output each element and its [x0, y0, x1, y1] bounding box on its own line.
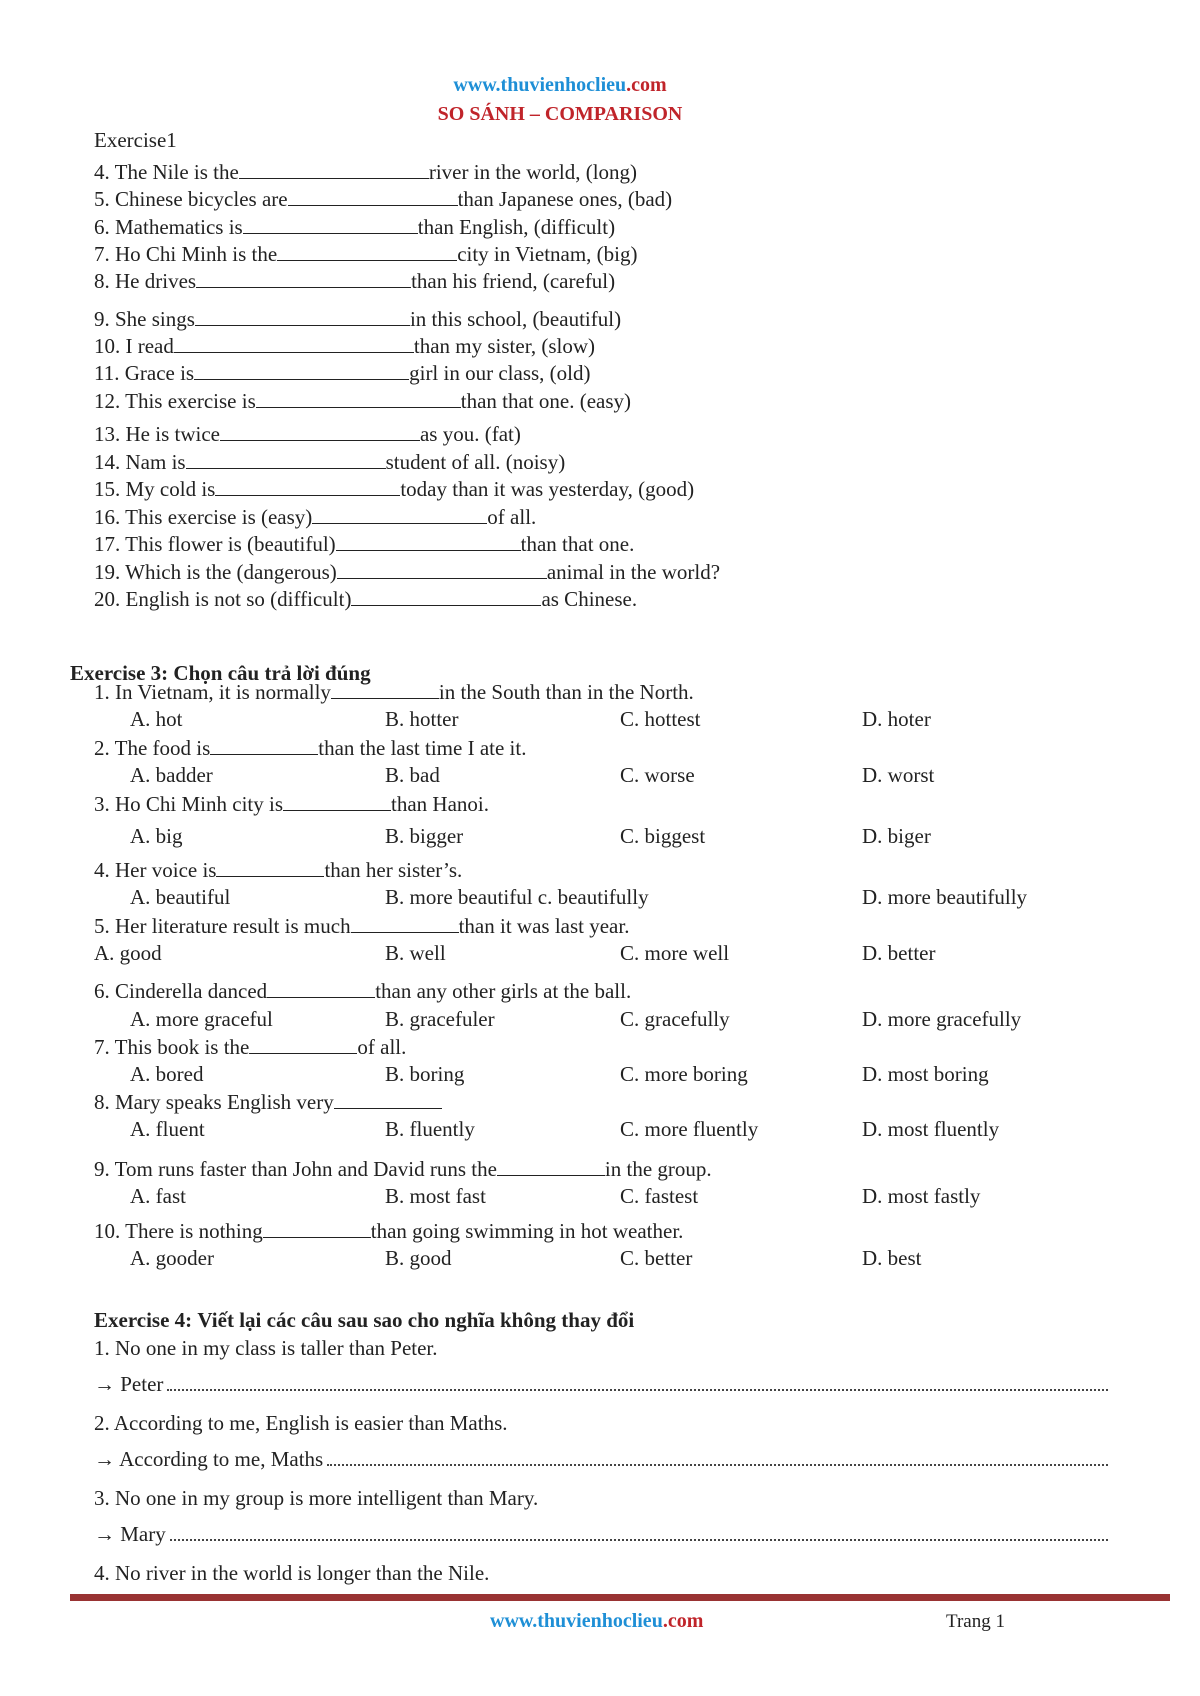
item-text-after: as Chinese.: [541, 587, 638, 611]
exercise1-item: [94, 159, 637, 185]
item-text-before: 13. He is twice: [94, 422, 220, 446]
item-text-before: 10. I read: [94, 334, 174, 358]
exercise3-heading-label: Exercise 3:: [70, 661, 169, 685]
exercise1-item: [94, 360, 591, 386]
item-text-after: as you. (fat): [419, 422, 521, 446]
answer-option[interactable]: A. more graceful: [130, 1007, 273, 1031]
question-stem: [94, 735, 526, 761]
answer-option[interactable]: D. best: [862, 1246, 922, 1270]
answer-option[interactable]: B. well: [385, 941, 446, 965]
header-url[interactable]: [0, 74, 1120, 97]
answer-option[interactable]: C. fastest: [620, 1184, 699, 1208]
item-text-after: than that one.: [520, 532, 635, 556]
exercise4-sentence: 1. No one in my class is taller than Peter.: [94, 1336, 438, 1360]
answer-option[interactable]: C. hottest: [620, 707, 701, 731]
question-stem: [94, 1156, 712, 1182]
answer-option[interactable]: C. worse: [620, 763, 695, 787]
item-text-after: than my sister, (slow): [413, 334, 596, 358]
rewrite-prefix: → According to me, Maths: [94, 1447, 324, 1471]
answer-blank[interactable]: [267, 981, 375, 998]
question-stem: [94, 1218, 683, 1244]
answer-blank[interactable]: [263, 1221, 371, 1238]
header-url-prefix: www.: [453, 74, 501, 96]
exercise4-heading: [94, 1307, 634, 1333]
question-text-before: 9. Tom runs faster than John and David runs the: [94, 1157, 497, 1181]
answer-option[interactable]: C. more boring: [620, 1062, 748, 1086]
answer-blank[interactable]: [331, 682, 439, 699]
rewrite-prefix: → Peter: [94, 1372, 164, 1396]
answer-option[interactable]: D. most fluently: [862, 1117, 1000, 1141]
exercise1-item: [94, 306, 621, 332]
answer-dotted-line[interactable]: [327, 1448, 1108, 1466]
exercise1-item: [94, 388, 631, 414]
exercise4-heading-label: Exercise 4:: [94, 1308, 193, 1332]
exercise1-item: [94, 476, 694, 502]
answer-option[interactable]: C. better: [620, 1246, 693, 1270]
answer-blank[interactable]: [243, 217, 418, 234]
exercise1-item: [94, 586, 637, 612]
answer-blank[interactable]: [312, 507, 487, 524]
question-text-after: in the group.: [604, 1157, 712, 1181]
answer-option[interactable]: B. most fast: [385, 1184, 486, 1208]
question-text-before: 6. Cinderella danced: [94, 979, 268, 1003]
item-text-before: 8. He drives: [94, 269, 197, 293]
answer-option[interactable]: B. boring: [385, 1062, 465, 1086]
answer-dotted-line[interactable]: [167, 1373, 1108, 1391]
answer-blank[interactable]: [256, 391, 461, 408]
item-text-after: animal in the world?: [546, 560, 721, 584]
question-text-after: than it was last year.: [458, 914, 630, 938]
exercise1-item: [94, 241, 638, 267]
exercise1-item: [94, 531, 634, 557]
item-text-before: 11. Grace is: [94, 361, 195, 385]
answer-blank[interactable]: [351, 916, 459, 933]
answer-option[interactable]: D. biger: [862, 824, 931, 848]
question-text-after: of all.: [357, 1035, 407, 1059]
answer-blank[interactable]: [174, 336, 414, 353]
answer-option[interactable]: A. beautiful: [130, 885, 231, 909]
item-text-after: student of all. (noisy): [385, 450, 566, 474]
question-stem: [94, 1089, 442, 1115]
question-text-before: 5. Her literature result is much: [94, 914, 351, 938]
question-text-after: than any other girls at the ball.: [375, 979, 632, 1003]
footer-url-prefix: www.: [490, 1610, 538, 1632]
answer-option[interactable]: A. hot: [130, 707, 183, 731]
answer-blank[interactable]: [239, 162, 429, 179]
answer-option[interactable]: A. gooder: [130, 1246, 214, 1270]
answer-blank[interactable]: [288, 189, 458, 206]
item-text-after: than Japanese ones, (bad): [457, 187, 673, 211]
exercise4-rewrite: [94, 1521, 1108, 1547]
question-stem: [94, 857, 462, 883]
item-text-after: girl in our class, (old): [409, 361, 591, 385]
question-text-after: than going swimming in hot weather.: [370, 1219, 684, 1243]
item-text-after: than English, (difficult): [417, 215, 616, 239]
question-text-after: than the last time I ate it.: [318, 736, 527, 760]
answer-blank[interactable]: [337, 562, 547, 579]
answer-option[interactable]: C. biggest: [620, 824, 706, 848]
exercise3-heading-text: Chọn câu trả lời đúng: [173, 661, 371, 685]
question-text-before: 2. The food is: [94, 736, 211, 760]
answer-option[interactable]: D. more beautifully: [862, 885, 1028, 909]
answer-option[interactable]: D. more gracefully: [862, 1007, 1022, 1031]
footer-url[interactable]: [490, 1610, 703, 1633]
item-text-before: 15. My cold is: [94, 477, 216, 501]
answer-option[interactable]: B. gracefuler: [385, 1007, 495, 1031]
item-text-before: 12. This exercise is: [94, 389, 256, 413]
item-text-after: than his friend, (careful): [411, 269, 616, 293]
answer-blank[interactable]: [334, 1092, 442, 1109]
exercise1-item: [94, 214, 615, 240]
answer-blank[interactable]: [351, 589, 541, 606]
item-text-after: today than it was yesterday, (good): [400, 477, 695, 501]
exercise4-heading-text: Viết lại các câu sau sao cho nghĩa không thay đổi: [197, 1308, 635, 1332]
question-text-after: in the South than in the North.: [438, 680, 694, 704]
answer-blank[interactable]: [186, 452, 386, 469]
answer-option[interactable]: C. gracefully: [620, 1007, 730, 1031]
answer-option[interactable]: A. big: [130, 824, 183, 848]
answer-option[interactable]: B. good: [385, 1246, 452, 1270]
item-text-after: than that one. (easy): [460, 389, 632, 413]
exercise1-item: [94, 186, 672, 212]
exercise4-rewrite: [94, 1371, 1108, 1397]
item-text-before: 5. Chinese bicycles are: [94, 187, 288, 211]
header-url-suffix: .com: [626, 74, 667, 96]
question-text-before: 7. This book is the: [94, 1035, 250, 1059]
exercise4-sentence: 3. No one in my group is more intelligent than Mary.: [94, 1486, 539, 1510]
answer-option[interactable]: D. hoter: [862, 707, 931, 731]
page-number: Trang 1: [946, 1611, 1005, 1632]
item-text-after: city in Vietnam, (big): [457, 242, 638, 266]
question-text-after: than Hanoi.: [391, 792, 489, 816]
item-text-before: 16. This exercise is (easy): [94, 505, 313, 529]
question-text-before: 10. There is nothing: [94, 1219, 263, 1243]
answer-blank[interactable]: [196, 271, 411, 288]
answer-blank[interactable]: [249, 1037, 357, 1054]
question-text-before: 8. Mary speaks English very: [94, 1090, 334, 1114]
question-stem: [94, 679, 694, 705]
answer-option[interactable]: A. fast: [130, 1184, 186, 1208]
answer-blank[interactable]: [210, 738, 318, 755]
answer-option[interactable]: D. most fastly: [862, 1184, 981, 1208]
answer-option[interactable]: A. badder: [130, 763, 213, 787]
question-text-before: 3. Ho Chi Minh city is: [94, 792, 284, 816]
answer-blank[interactable]: [194, 363, 409, 380]
item-text-after: in this school, (beautiful): [409, 307, 622, 331]
item-text-before: 19. Which is the (dangerous): [94, 560, 337, 584]
item-text-before: 20. English is not so (difficult): [94, 587, 352, 611]
question-stem: [94, 913, 629, 939]
exercise4-rewrite: [94, 1446, 1108, 1472]
exercise1-item: [94, 449, 565, 475]
exercise4-sentence: 2. According to me, English is easier than Maths.: [94, 1411, 508, 1435]
question-text-after: than her sister’s.: [324, 858, 463, 882]
exercise1-item: [94, 333, 595, 359]
answer-blank[interactable]: [336, 534, 521, 551]
answer-blank[interactable]: [195, 309, 410, 326]
exercise1-item: [94, 504, 536, 530]
item-text-before: 14. Nam is: [94, 450, 186, 474]
item-text-before: 4. The Nile is the: [94, 160, 239, 184]
item-text-after: of all.: [487, 505, 537, 529]
exercise4-sentence: 4. No river in the world is longer than the Nile.: [94, 1561, 490, 1585]
question-text-before: 4. Her voice is: [94, 858, 217, 882]
answer-option[interactable]: A. bored: [130, 1062, 204, 1086]
answer-option[interactable]: B. more beautiful c. beautifully: [385, 885, 649, 909]
answer-option[interactable]: A. good: [94, 941, 162, 965]
footer-divider: [70, 1594, 1170, 1601]
answer-blank[interactable]: [277, 244, 457, 261]
exercise1-item: [94, 421, 521, 447]
answer-option[interactable]: D. most boring: [862, 1062, 989, 1086]
item-text-before: 6. Mathematics is: [94, 215, 243, 239]
answer-option[interactable]: B. fluently: [385, 1117, 475, 1141]
answer-option[interactable]: C. more fluently: [620, 1117, 759, 1141]
question-text-before: 1. In Vietnam, it is normally: [94, 680, 331, 704]
answer-option[interactable]: D. better: [862, 941, 936, 965]
answer-blank[interactable]: [283, 794, 391, 811]
footer-url-main: thuvienhoclieu: [537, 1610, 663, 1632]
answer-option[interactable]: B. bad: [385, 763, 440, 787]
answer-blank[interactable]: [215, 479, 400, 496]
question-stem: [94, 1034, 406, 1060]
answer-option[interactable]: B. bigger: [385, 824, 464, 848]
rewrite-prefix: → Mary: [94, 1522, 166, 1546]
exercise1-heading: Exercise1: [94, 128, 177, 152]
answer-option[interactable]: A. fluent: [130, 1117, 205, 1141]
item-text-before: 9. She sings: [94, 307, 195, 331]
answer-blank[interactable]: [216, 860, 324, 877]
item-text-before: 7. Ho Chi Minh is the: [94, 242, 278, 266]
question-stem: [94, 791, 489, 817]
footer-url-suffix: .com: [662, 1610, 704, 1632]
question-stem: [94, 978, 631, 1004]
answer-option[interactable]: D. worst: [862, 763, 935, 787]
answer-option[interactable]: B. hotter: [385, 707, 459, 731]
answer-dotted-line[interactable]: [170, 1523, 1108, 1541]
answer-option[interactable]: C. more well: [620, 941, 730, 965]
item-text-before: 17. This flower is (beautiful): [94, 532, 336, 556]
header-url-main: thuvienhoclieu: [500, 74, 627, 96]
item-text-after: river in the world, (long): [428, 160, 638, 184]
answer-blank[interactable]: [220, 424, 420, 441]
answer-blank[interactable]: [497, 1159, 605, 1176]
exercise1-item: [94, 559, 720, 585]
exercise1-item: [94, 268, 615, 294]
page-title: SO SÁNH – COMPARISON: [437, 103, 683, 125]
